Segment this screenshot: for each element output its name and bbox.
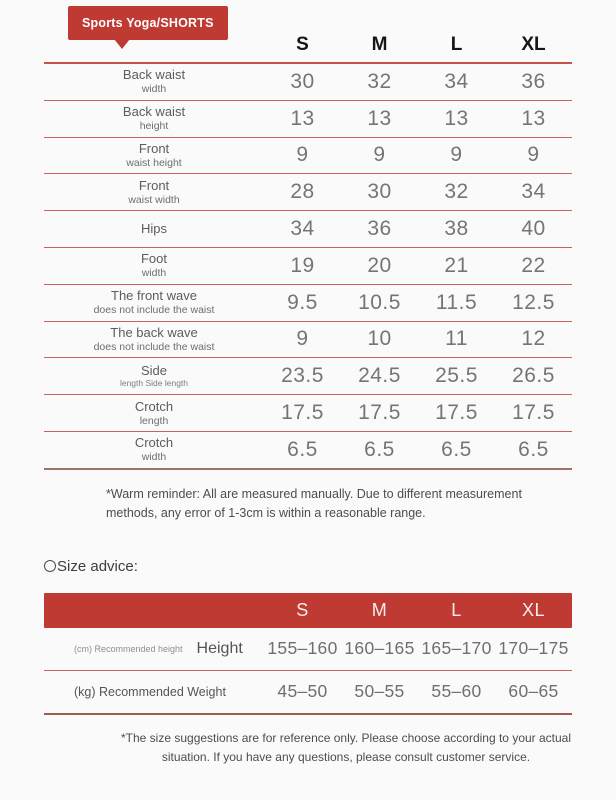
measurement-value: 40	[521, 217, 546, 241]
measurement-value: 10.5	[358, 290, 401, 314]
row-label-line1: The back wave	[110, 324, 198, 340]
row-label-line1: The front wave	[111, 288, 197, 304]
measurement-value: 13	[521, 106, 546, 130]
advice-value: 55–60	[431, 681, 482, 702]
advice-row-label	[44, 685, 264, 699]
row-label	[44, 436, 264, 463]
row-label	[44, 179, 264, 206]
advice-value: 155–160	[267, 638, 338, 659]
measurement-value: 12.5	[512, 290, 555, 314]
row-label-line1: Crotch	[134, 398, 174, 414]
advice-value: 50–55	[354, 681, 405, 702]
column-header-m: M	[371, 34, 388, 55]
row-label-line1: Back waist	[122, 67, 186, 83]
column-header-xl: XL	[521, 34, 546, 55]
row-label-line2: width	[141, 83, 167, 96]
measurement-value: 20	[367, 253, 392, 277]
size-advice-heading	[44, 558, 572, 575]
size-column-headers	[44, 34, 572, 56]
measurement-value: 6.5	[518, 437, 549, 461]
measurement-value: 17.5	[512, 401, 555, 425]
advice-value: 45–50	[277, 681, 328, 702]
measurement-row	[44, 174, 572, 211]
measurement-value: 9.5	[287, 290, 318, 314]
measurement-value: 9	[527, 143, 540, 167]
measurement-row	[44, 248, 572, 285]
measurement-value: 25.5	[435, 364, 478, 388]
measurement-value: 6.5	[364, 437, 395, 461]
measurement-value: 9	[296, 327, 309, 351]
measurement-row	[44, 322, 572, 359]
row-label	[44, 142, 264, 169]
measurement-value: 6.5	[441, 437, 472, 461]
advice-row-label	[44, 640, 264, 658]
advice-row	[44, 671, 572, 715]
measurement-value: 12	[521, 327, 546, 351]
measurement-value: 34	[521, 180, 546, 204]
row-label-line1: Front	[138, 140, 170, 156]
measurement-value: 36	[521, 69, 546, 93]
advice-value: 60–65	[508, 681, 559, 702]
measurement-value: 13	[444, 106, 469, 130]
row-label	[44, 222, 264, 237]
measurement-value: 19	[290, 253, 315, 277]
measurement-value: 34	[444, 69, 469, 93]
row-label	[44, 326, 264, 353]
measurement-value: 30	[290, 69, 315, 93]
row-label-line2: does not include the waist	[93, 304, 215, 317]
measurement-value: 36	[367, 217, 392, 241]
row-label	[44, 400, 264, 427]
advice-rows	[44, 628, 572, 715]
measurement-row	[44, 285, 572, 322]
row-label	[44, 289, 264, 316]
measurement-value: 38	[444, 217, 469, 241]
advice-row	[44, 628, 572, 671]
row-label	[44, 252, 264, 279]
row-label-line2: width	[141, 267, 167, 280]
advice-row-title: (kg) Recommended Weight	[74, 684, 226, 699]
row-label-line2: length	[139, 414, 169, 427]
row-label-line1: Front	[138, 177, 170, 193]
measurement-row	[44, 101, 572, 138]
measurement-value: 22	[521, 253, 546, 277]
size-advice-heading-label: Size advice:	[57, 557, 138, 575]
measurement-table	[44, 62, 572, 470]
row-label-line2: length Side length	[119, 377, 189, 388]
row-label	[44, 364, 264, 389]
measurement-value: 9	[296, 143, 309, 167]
measurement-value: 30	[367, 180, 392, 204]
advice-column-header-xl: XL	[521, 599, 546, 620]
measurement-value: 13	[367, 106, 392, 130]
column-header-l: L	[450, 34, 463, 55]
row-label-line1: Hips	[140, 220, 167, 236]
row-label-line2: waist width	[128, 193, 180, 206]
category-badge-label: Sports Yoga/SHORTS	[82, 16, 214, 30]
advice-value: 165–170	[421, 638, 492, 659]
row-label-line2: does not include the waist	[93, 340, 215, 353]
measurement-value: 28	[290, 180, 315, 204]
measurement-value: 17.5	[435, 401, 478, 425]
row-label-line1: Back waist	[122, 104, 186, 120]
measurement-row	[44, 432, 572, 470]
measurement-row	[44, 64, 572, 101]
measurement-value: 23.5	[281, 364, 324, 388]
advice-column-headers	[44, 593, 572, 628]
measurement-value: 13	[290, 106, 315, 130]
header-spacer	[44, 34, 264, 56]
measurement-value: 17.5	[358, 401, 401, 425]
measurement-value: 21	[444, 253, 469, 277]
measurement-table-header	[44, 0, 572, 62]
measurement-value: 34	[290, 217, 315, 241]
measurement-value: 26.5	[512, 364, 555, 388]
advice-row-title: Height	[196, 639, 243, 657]
measurement-value: 17.5	[281, 401, 324, 425]
row-label-line2: waist height	[126, 156, 182, 169]
measurement-row	[44, 395, 572, 432]
size-chart-content	[44, 0, 572, 768]
measurement-row	[44, 358, 572, 395]
measurement-value: 10	[367, 327, 392, 351]
advice-value: 170–175	[498, 638, 569, 659]
advice-value: 160–165	[344, 638, 415, 659]
measurement-value: 9	[450, 143, 463, 167]
measurement-row	[44, 211, 572, 248]
row-label-line1: Foot	[140, 251, 167, 267]
measurement-value: 24.5	[358, 364, 401, 388]
measurement-value: 32	[444, 180, 469, 204]
measurement-row	[44, 138, 572, 175]
circle-bullet-icon	[44, 560, 56, 572]
measurement-value: 11.5	[435, 290, 478, 314]
warm-reminder-note: *Warm reminder: All are measured manually. Due to different measurement methods, any error of 1-3cm is within a reasonable range.	[106, 486, 522, 521]
row-label	[44, 105, 264, 132]
measurement-value: 32	[367, 69, 392, 93]
column-header-s: S	[296, 34, 309, 55]
advice-column-header-m: M	[371, 599, 388, 620]
row-label-line1: Side	[140, 362, 168, 378]
row-label	[44, 68, 264, 95]
size-advice-table	[44, 593, 572, 715]
measurement-value: 6.5	[287, 437, 318, 461]
advice-row-prefix: (cm) Recommended height	[74, 643, 183, 654]
row-label-line2: height	[139, 120, 169, 133]
advice-column-header-s: S	[296, 599, 309, 620]
advice-column-header-l: L	[451, 599, 462, 620]
row-label-line1: Crotch	[134, 435, 174, 451]
measurement-value: 9	[373, 143, 386, 167]
size-advice-note: *The size suggestions are for reference only. Please choose according to your actual situation. If you have any questions, please consult customer service.	[120, 730, 572, 765]
row-label-line2: width	[141, 451, 167, 464]
measurement-value: 11	[445, 327, 468, 351]
